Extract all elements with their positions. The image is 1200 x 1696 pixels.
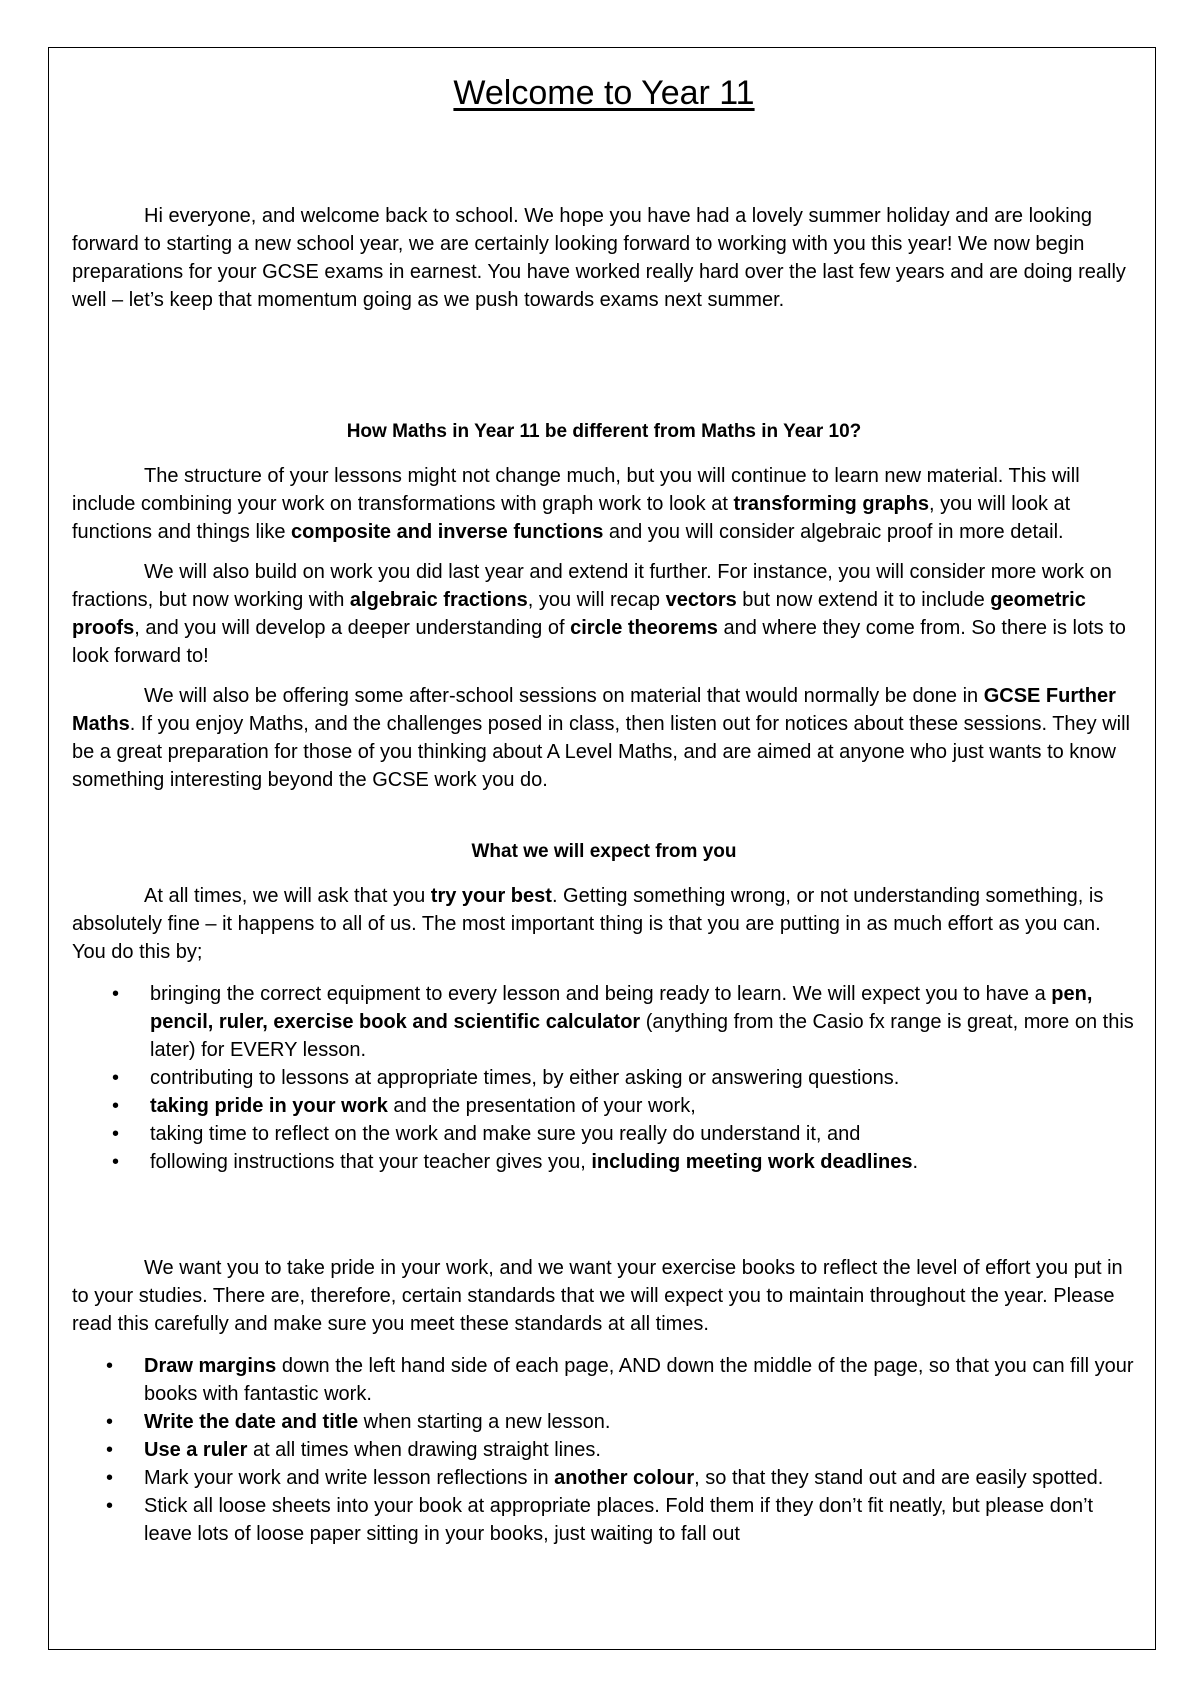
- bullet-icon: •: [112, 983, 120, 1005]
- list-item: • Write the date and title when starting a new lesson.: [72, 1408, 1136, 1436]
- bullet-icon: •: [112, 1095, 120, 1117]
- list-item: • Mark your work and write lesson reflections in another colour, so that they stand out and are easily spotted.: [72, 1464, 1136, 1492]
- list-item: • contributing to lessons at appropriate times, by either asking or answering questions.: [72, 1064, 1136, 1092]
- list-item: • taking pride in your work and the presentation of your work,: [72, 1092, 1136, 1120]
- bullet-icon: •: [112, 1067, 120, 1089]
- list-item: • taking time to reflect on the work and make sure you really do understand it, and: [72, 1120, 1136, 1148]
- page-title: Welcome to Year 11: [453, 74, 755, 112]
- bullet-icon: •: [112, 1123, 120, 1145]
- list-item: • Draw margins down the left hand side of each page, AND down the middle of the page, so that you can fill your books with fantastic work.: [72, 1352, 1136, 1408]
- list-item: • bringing the correct equipment to every lesson and being ready to learn. We will expect you to have a pen, pencil, ruler, exercise book and scientific calculator (anything from the Casio fx range is great, more on this later) for EVERY lesson.: [72, 980, 1136, 1064]
- bullet-icon: •: [106, 1411, 114, 1433]
- list-item: • Stick all loose sheets into your book at appropriate places. Fold them if they don’t fit neatly, but please don’t leave lots of loose paper sitting in your books, just waiting to fall out: [72, 1492, 1136, 1548]
- paragraph-further-maths: We will also be offering some after-school sessions on material that would normally be done in GCSE Further Maths. If you enjoy Maths, and the challenges posed in class, then listen out for notices about these sessions. They will be a great preparation for those of you thinking about A Level Maths, and are aimed at anyone who just wants to know something interesting beyond the GCSE work you do.: [72, 685, 1131, 791]
- list-item: • following instructions that your teacher gives you, including meeting work deadlines.: [72, 1148, 1136, 1176]
- list-item: • Use a ruler at all times when drawing straight lines.: [72, 1436, 1136, 1464]
- document-body: [72, 72, 1136, 1548]
- paragraph-structure: The structure of your lessons might not change much, but you will continue to learn new material. This will include combining your work on transformations with graph work to look at transforming graphs, you will look at functions and things like composite and inverse functions and you will consider algebraic proof in more detail.: [72, 465, 1080, 543]
- bullet-icon: •: [106, 1439, 114, 1461]
- bullet-icon: •: [112, 1151, 120, 1173]
- bullet-icon: •: [106, 1495, 114, 1517]
- bullet-icon: •: [106, 1467, 114, 1489]
- section-heading-expectations: What we will expect from you: [471, 841, 737, 862]
- paragraph-try-best: At all times, we will ask that you try your best. Getting something wrong, or not understanding something, is absolutely fine – it happens to all of us. The most important thing is that you are putting in as much effort as you can. You do this by;: [72, 885, 1104, 963]
- intro-paragraph: Hi everyone, and welcome back to school. We hope you have had a lovely summer holiday and are looking forward to starting a new school year, we are certainly looking forward to working with you this year! We now begin preparations for your GCSE exams in earnest. You have worked really hard over the last few years and are doing really well – let’s keep that momentum going as we push towards exams next summer.: [72, 205, 1126, 311]
- paragraph-build-on: We will also build on work you did last year and extend it further. For instance, you will consider more work on fractions, but now working with algebraic fractions, you will recap vectors but now extend it to include geometric proofs, and you will develop a deeper understanding of circle theorems and where they come from. So there is lots to look forward to!: [72, 561, 1126, 667]
- bullet-icon: •: [106, 1355, 114, 1377]
- section-heading-differences: How Maths in Year 11 be different from Maths in Year 10?: [346, 421, 862, 442]
- expectations-list: [72, 980, 1136, 1176]
- standards-list: [72, 1352, 1136, 1548]
- paragraph-standards: We want you to take pride in your work, and we want your exercise books to reflect the level of effort you put in to your studies. There are, therefore, certain standards that we will expect you to maintain throughout the year. Please read this carefully and make sure you meet these standards at all times.: [72, 1257, 1123, 1335]
